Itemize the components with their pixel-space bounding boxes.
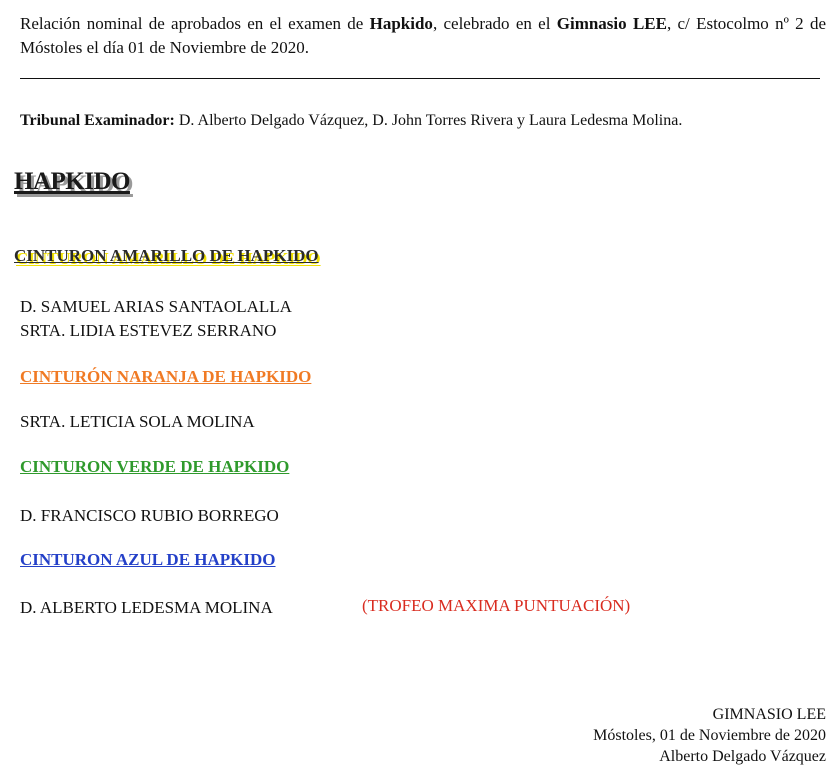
horizontal-rule (20, 78, 820, 79)
intro-bold-hapkido: Hapkido (369, 14, 433, 33)
orange-belt-heading: CINTURÓN NARANJA DE HAPKIDO (20, 367, 312, 386)
name-line-samuel: D. SAMUEL ARIAS SANTAOLALLA (20, 297, 292, 316)
footer-place-date: Móstoles, 01 de Noviembre de 2020 (593, 727, 826, 744)
tribunal-label: Tribunal Examinador: (20, 112, 175, 129)
name-line-francisco: D. FRANCISCO RUBIO BORREGO (20, 506, 279, 525)
tribunal-members: D. Alberto Delgado Vázquez, D. John Torres Rivera y Laura Ledesma Molina. (174, 112, 683, 129)
intro-text-2: , celebrado en el (432, 14, 557, 33)
blue-belt-heading: CINTURON AZUL DE HAPKIDO (20, 550, 276, 569)
name-line-leticia: SRTA. LETICIA SOLA MOLINA (20, 412, 255, 431)
trophy-note: (TROFEO MAXIMA PUNTUACIÓN) (362, 596, 631, 615)
name-line-lidia: SRTA. LIDIA ESTEVEZ SERRANO (20, 321, 277, 340)
footer-signer: Alberto Delgado Vázquez (659, 748, 826, 765)
tribunal-paragraph (20, 110, 810, 132)
signature-block (593, 704, 826, 767)
name-line-alberto: D. ALBERTO LEDESMA MOLINA (20, 598, 273, 617)
intro-bold-gym: Gimnasio LEE (556, 14, 667, 33)
hapkido-wordart-title: HAPKIDO (14, 168, 130, 195)
intro-text-3: , c/ Estocolmo nº 2 de Móstoles el día 01 de Noviembre de 2020. (20, 14, 826, 57)
footer-gym-name: GIMNASIO LEE (712, 706, 826, 723)
intro-paragraph (20, 12, 826, 60)
yellow-belt-wordart-heading: CINTURON AMARILLO DE HAPKIDO (14, 246, 319, 265)
intro-text-1: Relación nominal de aprobados en el examen de (20, 14, 370, 33)
green-belt-heading: CINTURON VERDE DE HAPKIDO (20, 457, 290, 476)
